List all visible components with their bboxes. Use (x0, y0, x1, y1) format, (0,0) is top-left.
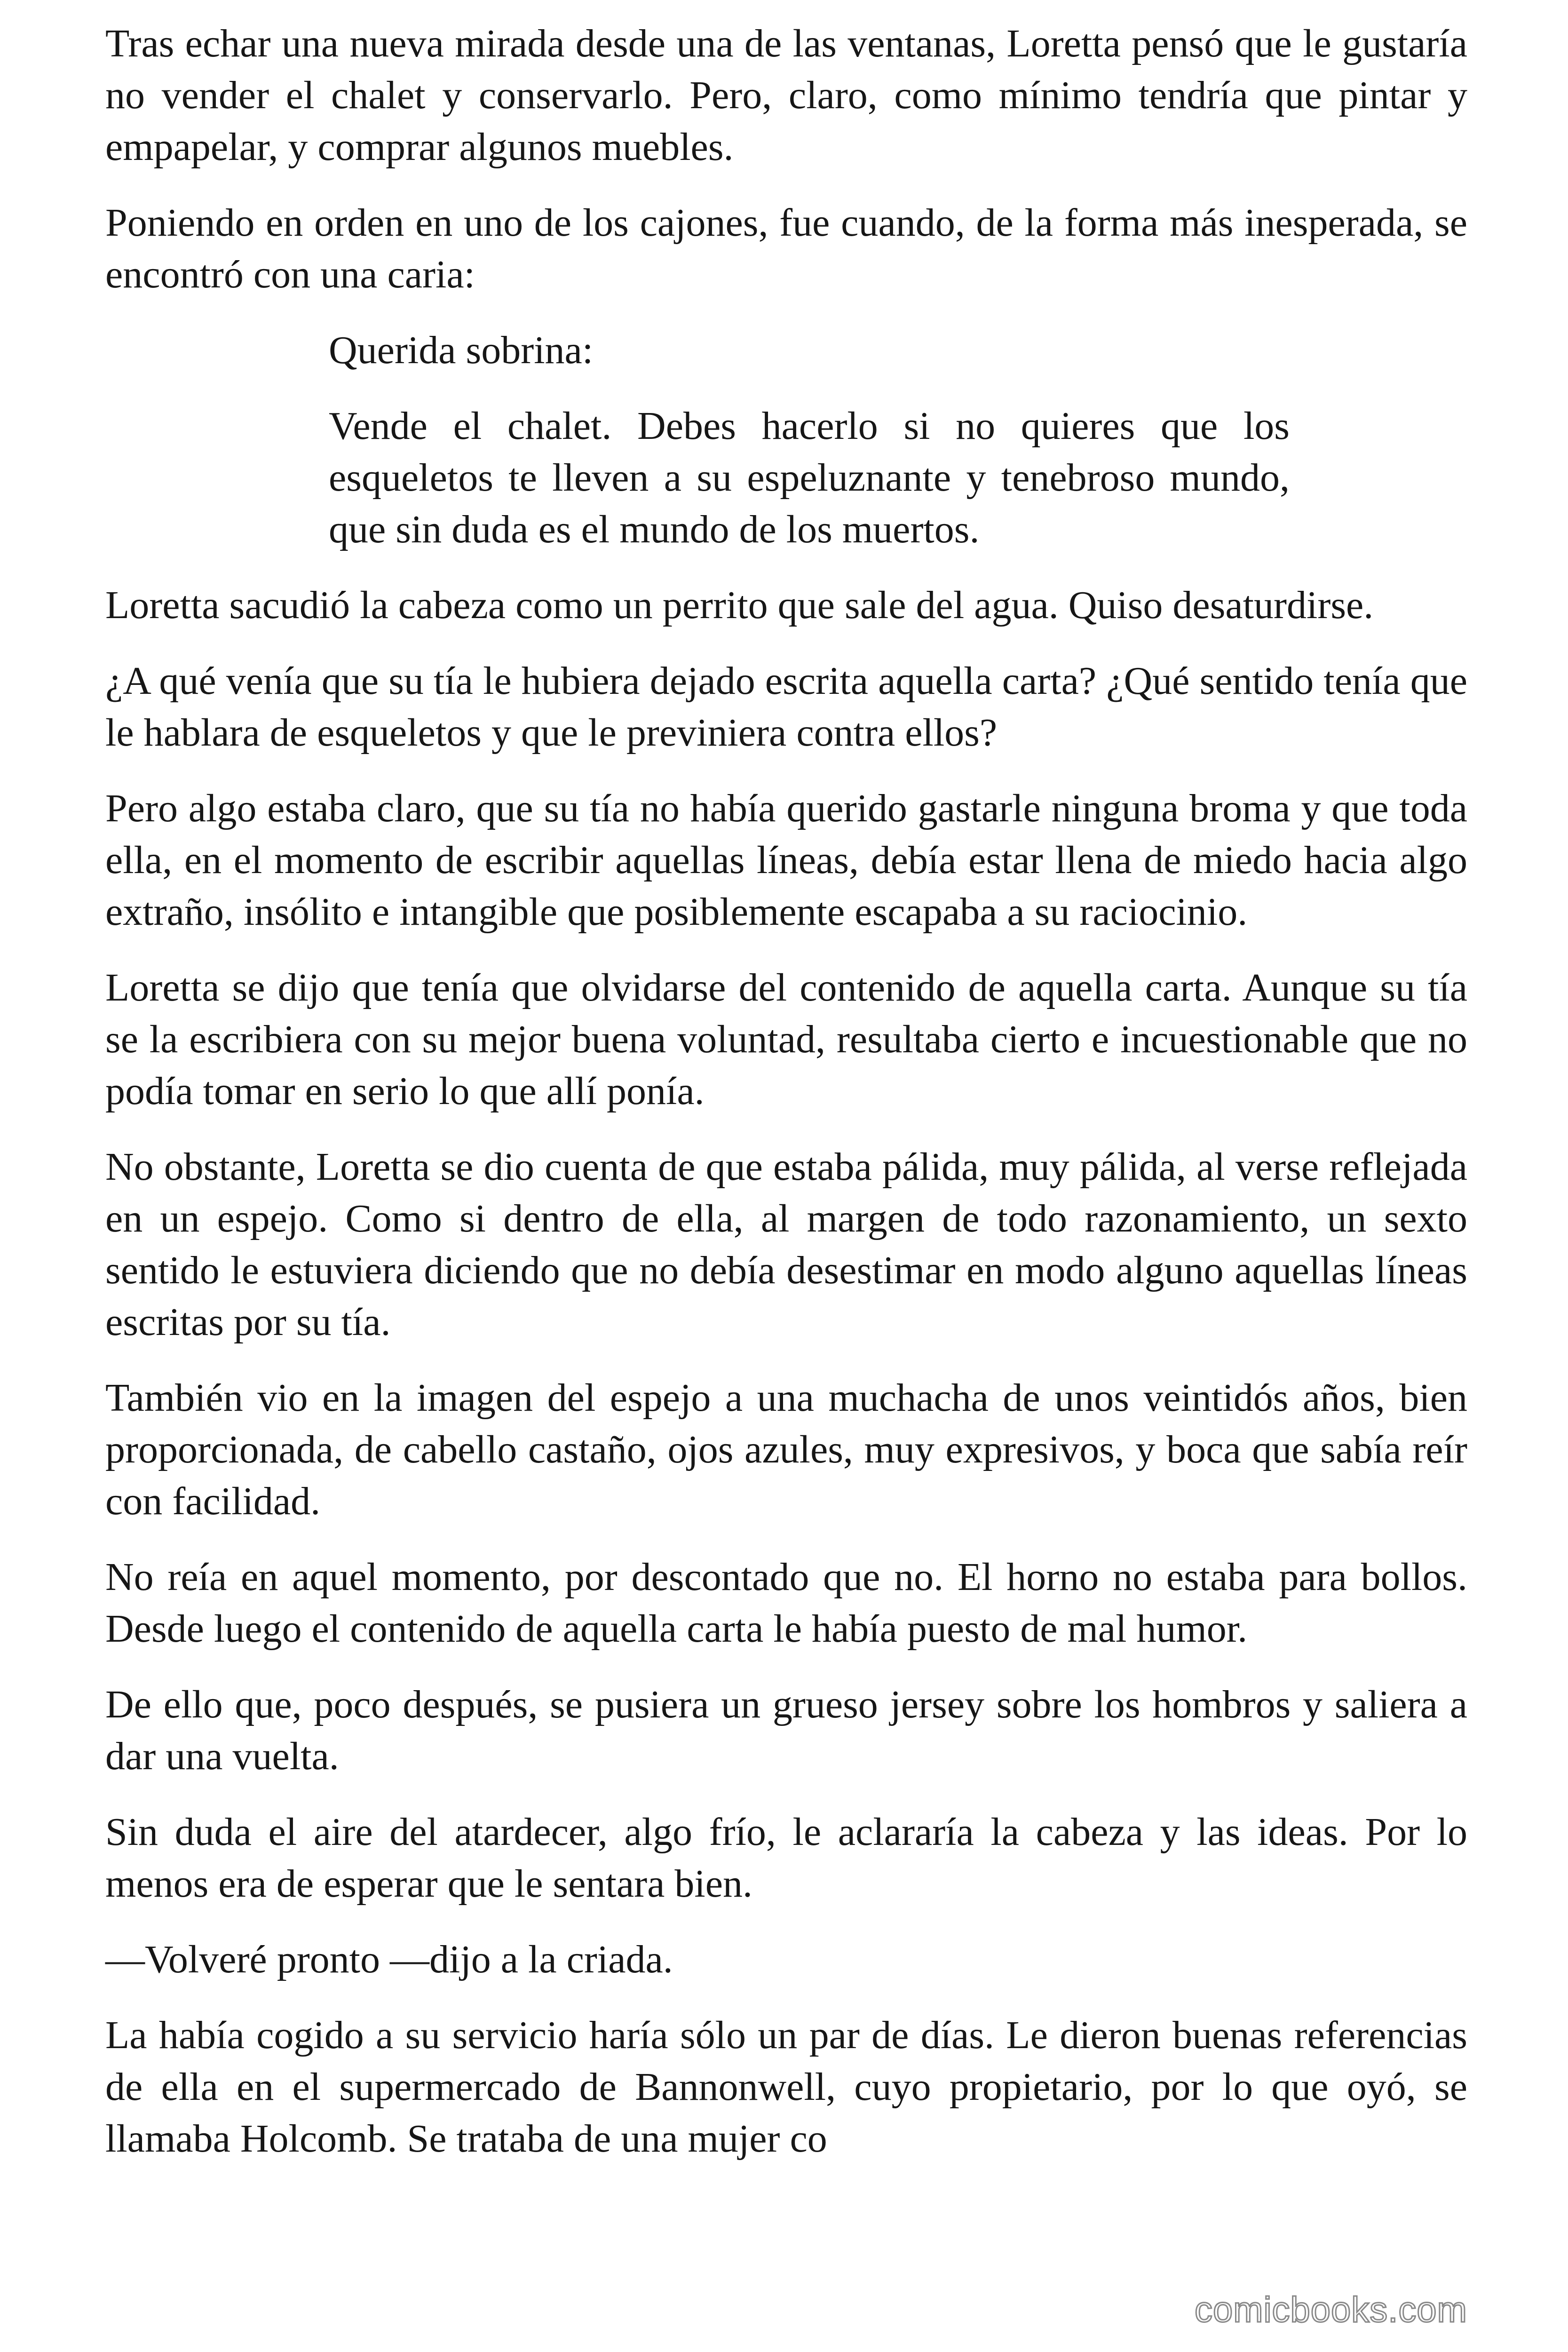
paragraph: Loretta se dijo que tenía que olvidarse del contenido de aquella carta. Aunque su tía se la escribiera con su mejor buena voluntad, resultaba cierto e incuestionable que no podía tomar en serio lo que allí ponía. (105, 966, 1467, 1113)
paragraph: No obstante, Loretta se dio cuenta de que estaba pálida, muy pálida, al verse reflejada en un espejo. Como si dentro de ella, al margen de todo razonamiento, un sexto sentido le estuviera diciendo que no debía desestimar en modo alguno aquellas líneas escritas por su tía. (105, 1145, 1467, 1344)
letter-quote (329, 325, 1290, 556)
paragraph: Pero algo estaba claro, que su tía no había querido gastarle ninguna broma y que toda ella, en el momento de escribir aquellas líneas, debía estar llena de miedo hacia algo extraño, insólito e intangible que posiblemente escapaba a su raciocinio. (105, 787, 1467, 934)
paragraph: ¿A qué venía que su tía le hubiera dejado escrita aquella carta? ¿Qué sentido tenía que le hablara de esqueletos y que le previniera contra ellos? (105, 659, 1467, 755)
dialogue-line: —Volveré pronto —dijo a la criada. (105, 1938, 673, 1981)
letter-salutation: Querida sobrina: (329, 328, 594, 372)
watermark: comicbooks.com (1195, 2290, 1467, 2330)
letter-body: Vende el chalet. Debes hacerlo si no quieres que los esqueletos te lleven a su espeluznante y tenebroso mundo, que sin duda es el mundo de los muertos. (329, 404, 1290, 551)
paragraph: Poniendo en orden en uno de los cajones, fue cuando, de la forma más inesperada, se encontró con una caria: (105, 201, 1467, 296)
paragraph: Loretta sacudió la cabeza como un perrito que sale del agua. Quiso desaturdirse. (105, 583, 1374, 627)
paragraph: No reía en aquel momento, por descontado que no. El horno no estaba para bollos. Desde luego el contenido de aquella carta le había puesto de mal humor. (105, 1555, 1467, 1651)
paragraph: De ello que, poco después, se pusiera un grueso jersey sobre los hombros y saliera a dar una vuelta. (105, 1683, 1467, 1778)
book-page (105, 18, 1467, 2189)
paragraph: Tras echar una nueva mirada desde una de las ventanas, Loretta pensó que le gustaría no vender el chalet y conservarlo. Pero, claro, como mínimo tendría que pintar y empapelar, y comprar algunos muebles. (105, 22, 1467, 169)
paragraph: La había cogido a su servicio haría sólo un par de días. Le dieron buenas referencias de ella en el supermercado de Bannonwell, cuyo propietario, por lo que oyó, se llamaba Holcomb. Se trataba de una mujer co (105, 2013, 1467, 2161)
paragraph: Sin duda el aire del atardecer, algo frío, le aclararía la cabeza y las ideas. Por lo menos era de esperar que le sentara bien. (105, 1810, 1467, 1906)
paragraph: También vio en la imagen del espejo a una muchacha de unos veintidós años, bien proporcionada, de cabello castaño, ojos azules, muy expresivos, y boca que sabía reír con facilidad. (105, 1376, 1467, 1523)
